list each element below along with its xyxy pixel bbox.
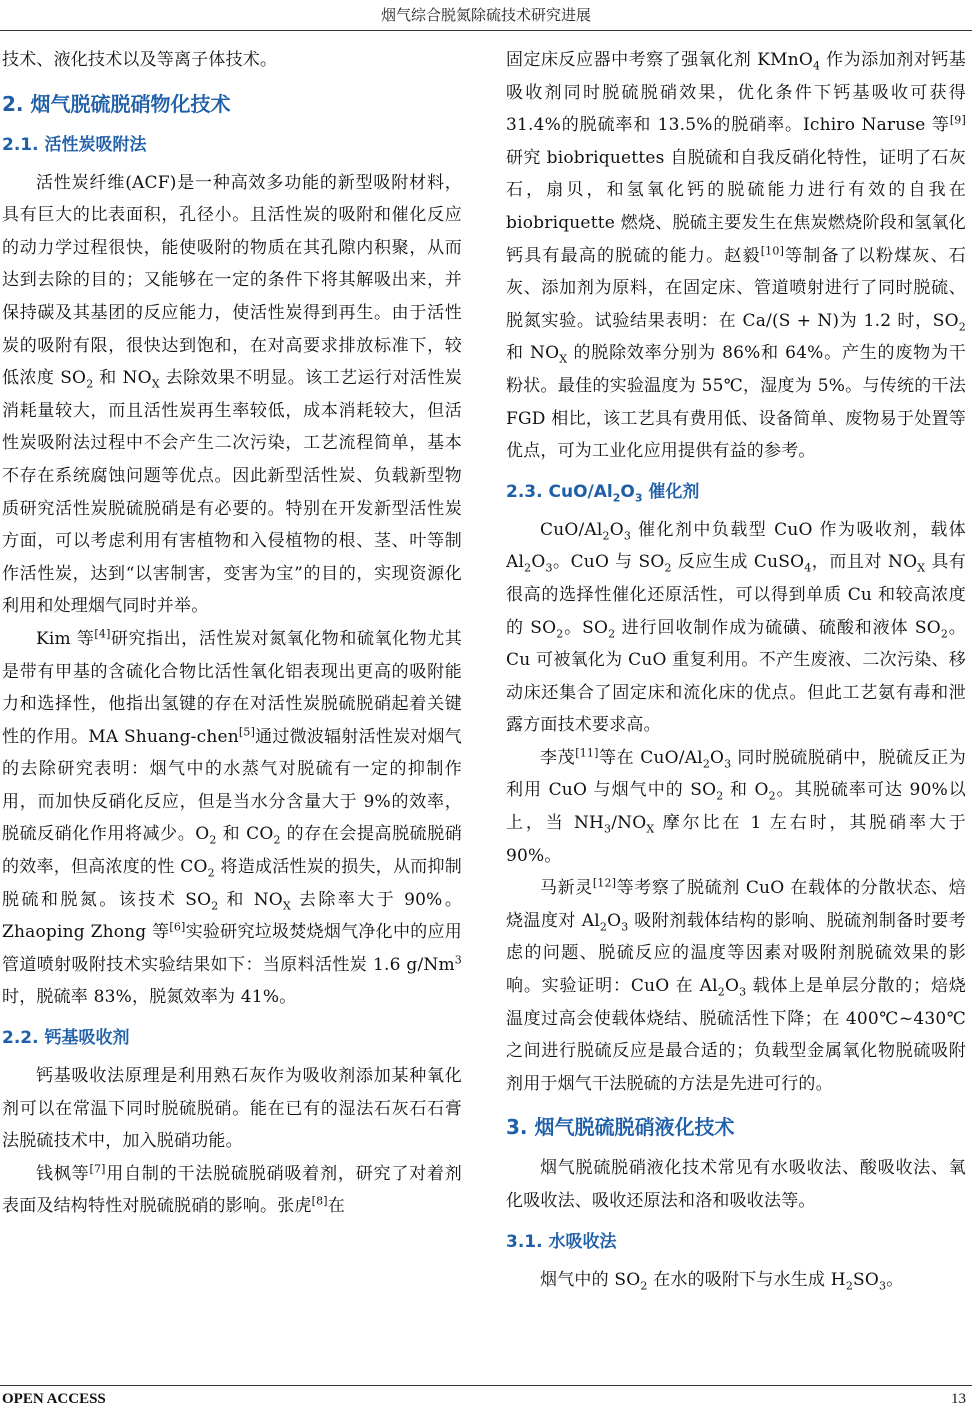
citation: [6]: [169, 920, 186, 934]
paragraph: 烟气脱硫脱硝液化技术常见有水吸收法、酸吸收法、氧化吸收法、吸收还原法和洛和吸收法等。: [506, 1158, 966, 1211]
section-heading-3-1: 3.1. 水吸收法: [506, 1231, 617, 1252]
paragraph: 技术、液化技术以及等离子体技术。: [2, 50, 278, 70]
section-heading-2-2: 2.2. 钙基吸收剂: [2, 1028, 130, 1049]
section-heading-2-1: 2.1. 活性炭吸附法: [2, 134, 147, 155]
open-access-label: OPEN ACCESS: [2, 1391, 106, 1407]
paragraph: 钙基吸收法原理是利用熟石灰作为吸收剂添加某种氧化剂可以在常温下同时脱硫脱硝。能在已有的湿法石灰石石膏法脱硫技术中，加入脱硝功能。: [2, 1066, 462, 1152]
footer-rule: [0, 1385, 972, 1386]
citation: [9]: [949, 113, 966, 127]
section-heading-2-3: 2.3. CuO/$Al_2O_3$ 催化剂: [506, 481, 700, 505]
paragraph: 李茂[11]等在 CuO/$Al_2O_3$ 同时脱硫脱硝中，脱硫反正为利用 CuO 与烟气中的 $SO_2$ 和 $O_2$。其脱硫率可达 90%以上，当 $NH_3/NO_X$ 摩尔比在 1 左右时，其脱硝率大于 90%。: [506, 746, 966, 866]
paragraph: 马新灵[12]等考察了脱硫剂 CuO 在载体的分散状态、焙烧温度对 $Al_2O_3$ 吸附剂载体结构的影响、脱硫剂制备时要考虑的问题、脱硫反应的温度等因素对吸附剂脱硫效果的影响。实验证明：CuO 在 $Al_2O_3$ 载体上是单层分散的；焙烧温度过高会使载体烧结、脱硫活性下降；在 400℃~430℃之间进行脱硫反应是最合适的；负载型金属氧化物脱硫吸附剂用于烟气干法脱硫的方法是先进可行的。: [506, 876, 966, 1094]
right-column: [506, 44, 966, 1376]
paragraph: 固定床反应器中考察了强氧化剂 KMnO$_4$ 作为添加剂对钙基吸收剂同时脱硫脱硝效果，优化条件下钙基吸收可获得 31.4%的脱硫率和 13.5%的脱硝率。Ichiro Naruse 等[9]研究 biobriquettes 自脱硫和自我反硝化特性，证明了石灰石，扇贝，和氢氧化钙的脱硫能力进行有效的自我在 biobriquette 燃烧、脱硫主要发生在焦炭燃烧阶段和氢氧化钙具有最高的脱硫的能力。赵毅[10]等制备了以粉煤灰、石灰、添加剂为原料，在固定床、管道喷射进行了同时脱硫、脱氮实验。试验结果表明：在 Ca/(S + N)为 1.2 时，$SO_2$ 和 $NO_X$ 的脱除效率分别为 86%和 64%。产生的废物为干粉状。最佳的实验温度为 55℃，湿度为 5%。与传统的干法 FGD 相比，该工艺具有费用低、设备简单、废物易于处置等优点，可为工业化应用提供有益的参考。: [506, 50, 966, 462]
citation: [10]: [760, 243, 785, 257]
citation: [11]: [575, 746, 599, 760]
citation: [4]: [94, 627, 111, 641]
running-header: 烟气综合脱氮除硫技术研究进展: [380, 6, 591, 24]
paragraph: 活性炭纤维(ACF)是一种高效多功能的新型吸附材料，具有巨大的比表面积，孔径小。且活性炭的吸附和催化反应的动力学过程很快，能使吸附的物质在其孔隙内积聚，从而达到去除的目的；又能够在一定的条件下将其解吸出来，并保持碳及其基团的反应能力，使活性炭得到再生。由于活性炭的吸附有限，很快达到饱和，在对高要求排放标准下，较低浓度 $SO_2$ 和 $NO_X$ 去除效果不明显。该工艺运行对活性炭消耗量较大，而且活性炭再生率较低，成本消耗较大，但活性炭吸附法过程中不会产生二次污染，工艺流程简单，基本不存在系统腐蚀问题等优点。因此新型活性炭、负载新型物质研究活性炭脱硫脱硝是有必要的。特别在开发新型活性炭方面，可以考虑利用有害植物和入侵植物的根、茎、叶等制作活性炭，达到“以害制害，变害为宝”的目的，实现资源化利用和处理烟气同时并举。: [2, 172, 462, 617]
section-heading-2: 2. 烟气脱硫脱硝物化技术: [2, 91, 231, 116]
header-rule: [0, 30, 972, 31]
paragraph: Kim 等[4]研究指出，活性炭对氮氧化物和硫氧化物尤其是带有甲基的含硫化合物比活性氧化铝表现出更高的吸附能力和选择性，他指出氢键的存在对活性炭脱硫脱硝起着关键性的作用。MA Shuang-chen[5]通过微波辐射活性炭对烟气的去除研究表明：烟气中的水蒸气对脱硫有一定的抑制作用，而加快反硝化反应，但是当水分含量大于 9%的效率，脱硫反硝化作用将减少。$O_2$ 和 $CO_2$ 的存在会提高脱硫脱硝的效率，但高浓度的性 $CO_2$ 将造成活性炭的损失，从而抑制脱硫和脱氮。该技术 $SO_2$ 和 $NO_X$ 去除率大于 90%。Zhaoping Zhong 等[6]实验研究垃圾焚烧烟气净化中的应用管道喷射吸附技术实验结果如下：当原料活性炭 1.6 g/Nm$^3$ 时，脱硫率 83%，脱氮效率为 41%。: [2, 627, 462, 1008]
paragraph: 钱枫等[7]用自制的干法脱硫脱硝吸着剂，研究了对着剂表面及结构特性对脱硫脱硝的影响。张虎[8]在: [2, 1162, 462, 1217]
citation: [7]: [89, 1162, 106, 1176]
paragraph: 烟气中的 $SO_2$ 在水的吸附下与水生成 $H_2SO_3$。: [540, 1269, 904, 1292]
section-heading-3: 3. 烟气脱硫脱硝液化技术: [506, 1115, 735, 1140]
paragraph: CuO/$Al_2O_3$ 催化剂中负载型 CuO 作为吸收剂，载体 $Al_2O_3$。CuO 与 $SO_2$ 反应生成 CuSO$_4$，而且对 $NO_X$ 具有很高的选择性催化还原活性，可以得到单质 Cu 和较高浓度的 $SO_2$。$SO_2$ 进行回收制作成为硫磺、硫酸和液体 $SO_2$。Cu 可被氧化为 CuO 重复利用。不产生废液、二次污染、移动床还集合了固定床和流化床的优点。但此工艺氨有毒和泄露方面技术要求高。: [506, 519, 966, 736]
citation: [8]: [311, 1194, 328, 1208]
left-column: [2, 44, 462, 1376]
citation: [12]: [592, 876, 617, 890]
page-number: 13: [951, 1391, 966, 1407]
citation: [5]: [238, 725, 256, 739]
